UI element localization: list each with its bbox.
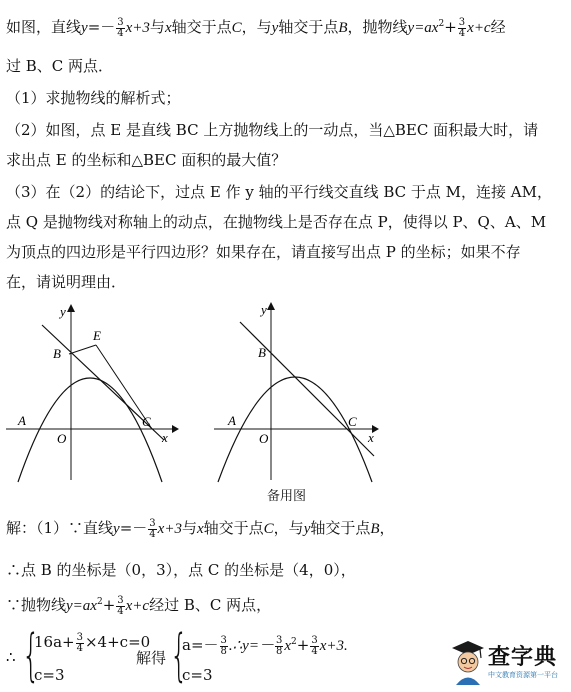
fraction-numerator: 3 xyxy=(117,594,124,606)
fraction xyxy=(76,633,84,654)
math-var: y xyxy=(113,521,120,537)
math-var: x xyxy=(284,638,292,654)
question-3-line-2: 点 Q 是抛物线对称轴上的动点，在抛物线上是否存在点 P，使得以 P、Q、A、M xyxy=(6,213,547,231)
text-segment: ，与 xyxy=(241,18,272,36)
fraction-denominator: 4 xyxy=(117,27,124,39)
text-segment: 轴交于点 xyxy=(278,18,339,36)
solution-line-1 xyxy=(6,518,566,540)
fraction-denominator: 4 xyxy=(117,605,124,617)
fraction-numerator: 3 xyxy=(275,634,283,646)
label-a: A xyxy=(228,413,236,428)
math-expr: ×4+c=0 xyxy=(84,633,151,651)
math-var: x xyxy=(196,521,204,537)
text-segment: 如图，直线 xyxy=(6,18,82,36)
fraction xyxy=(310,636,318,657)
fraction xyxy=(116,596,124,617)
problem-line-1 xyxy=(6,14,566,39)
point-label: B xyxy=(370,521,380,537)
text-segment: 轴交于点 xyxy=(310,519,371,537)
fraction-denominator: 4 xyxy=(458,27,466,39)
label-origin: O xyxy=(57,431,67,446)
math-var: y xyxy=(81,20,88,36)
question-2-line-1: （2）如图，点 E 是直线 BC 上方抛物线上的一动点，当△BEC 面积最大时，请 xyxy=(6,121,539,139)
label-e: E xyxy=(93,328,101,343)
question-2-line-2: 求出点 E 的坐标和△BEC 面积的最大值？ xyxy=(6,151,287,169)
label-x: x xyxy=(162,430,168,445)
site-logo xyxy=(450,636,568,690)
text-segment: 与 xyxy=(181,519,197,537)
problem-line-2: 过 B、C 两点． xyxy=(6,57,114,75)
fraction-numerator: 3 xyxy=(76,631,83,643)
math-expr: 16a+ xyxy=(34,633,75,651)
label-a: A xyxy=(18,413,26,428)
fraction-denominator: 4 xyxy=(149,528,156,540)
y-axis-arrow xyxy=(267,302,275,310)
exponent: 2 xyxy=(96,597,103,607)
left-brace-solution: { xyxy=(170,623,188,688)
x-axis-arrow xyxy=(172,425,179,433)
fraction xyxy=(220,636,228,657)
fraction xyxy=(116,18,124,39)
y-axis-arrow xyxy=(67,304,75,312)
segment-be xyxy=(69,345,96,354)
solution-line-2: ∴点 B 的坐标是（0，3），点 C 的坐标是（4，0）， xyxy=(6,561,356,579)
text-segment: 解：（1）∵直线 xyxy=(6,519,114,537)
math-expr: x+3 xyxy=(125,20,150,36)
question-1: （1）求抛物线的解析式； xyxy=(6,89,181,107)
figure-spare xyxy=(212,300,397,485)
fraction-numerator: 3 xyxy=(220,634,227,646)
figure-main xyxy=(4,300,189,485)
text-segment: ， xyxy=(379,519,395,537)
point-label: C xyxy=(263,521,274,537)
fraction-numerator: 3 xyxy=(117,16,124,28)
math-expr: y=ax xyxy=(66,598,97,614)
label-origin: O xyxy=(259,431,269,446)
fraction xyxy=(275,636,283,657)
label-y: y xyxy=(60,304,66,319)
question-3-line-3: 为顶点的四边形是平行四边形？如果存在，请直接写出点 P 的坐标；如果不存 xyxy=(6,243,521,261)
text-segment: 经过 B、C 两点， xyxy=(149,596,272,614)
label-c: C xyxy=(348,414,357,429)
label-b: B xyxy=(53,346,61,361)
question-3-line-1: （3）在（2）的结论下，过点 E 作 y 轴的平行线交直线 BC 于点 M，连接 AM， xyxy=(6,183,552,201)
exponent: 2 xyxy=(438,19,445,29)
text-segment: ∵抛物线 xyxy=(6,596,67,614)
text-segment: ，与 xyxy=(273,519,304,537)
solution-a-and-parabola xyxy=(182,632,442,657)
label-c: C xyxy=(142,414,151,429)
label-x: x xyxy=(368,430,374,445)
math-expr: a=－ xyxy=(182,636,219,654)
solution-c: c=3 xyxy=(182,666,213,684)
fraction xyxy=(458,18,466,39)
fraction-denominator: 8 xyxy=(220,645,227,657)
text-segment: ，抛物线 xyxy=(347,18,408,36)
solve-label: 解得 xyxy=(136,649,167,667)
text-segment: 轴交于点 xyxy=(171,18,232,36)
fraction xyxy=(148,519,156,540)
math-var: y xyxy=(271,20,279,36)
math-op: + xyxy=(102,596,116,614)
math-expr: .∴y=－ xyxy=(228,638,274,654)
math-op: =－ xyxy=(119,519,148,537)
fraction-numerator: 3 xyxy=(149,517,156,529)
fraction-denominator: 4 xyxy=(76,642,83,654)
fraction-numerator: 3 xyxy=(458,16,466,28)
figure-caption: 备用图 xyxy=(267,489,307,504)
math-expr: x+3 xyxy=(157,521,182,537)
label-y: y xyxy=(261,302,267,317)
left-brace-system: { xyxy=(22,623,40,688)
point-label: C xyxy=(231,20,242,36)
text-segment: 与 xyxy=(149,18,165,36)
exponent: 2 xyxy=(291,637,297,647)
text-segment: 经 xyxy=(490,18,506,36)
parabola-curve xyxy=(18,378,162,482)
math-expr: x+c xyxy=(125,598,150,614)
system-equation-2: c=3 xyxy=(34,666,65,684)
question-3-line-4: 在，请说明理由． xyxy=(6,273,127,291)
math-expr: x+c xyxy=(467,20,491,36)
math-var: x xyxy=(164,20,172,36)
point-label: B xyxy=(338,20,348,36)
graduate-mascot-icon xyxy=(450,638,486,686)
math-expr: x+3. xyxy=(319,638,348,654)
fraction-numerator: 3 xyxy=(311,634,318,646)
math-op: + xyxy=(296,636,310,654)
math-var: y xyxy=(303,521,311,537)
fraction-denominator: 4 xyxy=(311,645,318,657)
math-expr: y=ax xyxy=(407,20,439,36)
text-segment: 轴交于点 xyxy=(203,519,264,537)
logo-brand: 查字典 xyxy=(488,645,558,670)
label-b: B xyxy=(258,345,266,360)
solution-line-3 xyxy=(6,592,566,617)
fraction-denominator: 8 xyxy=(275,645,283,657)
therefore-symbol: ∴ xyxy=(6,648,16,666)
logo-tagline: 中文教育资源第一平台 xyxy=(488,671,558,679)
math-op: =－ xyxy=(87,18,116,36)
math-op: + xyxy=(444,18,457,36)
